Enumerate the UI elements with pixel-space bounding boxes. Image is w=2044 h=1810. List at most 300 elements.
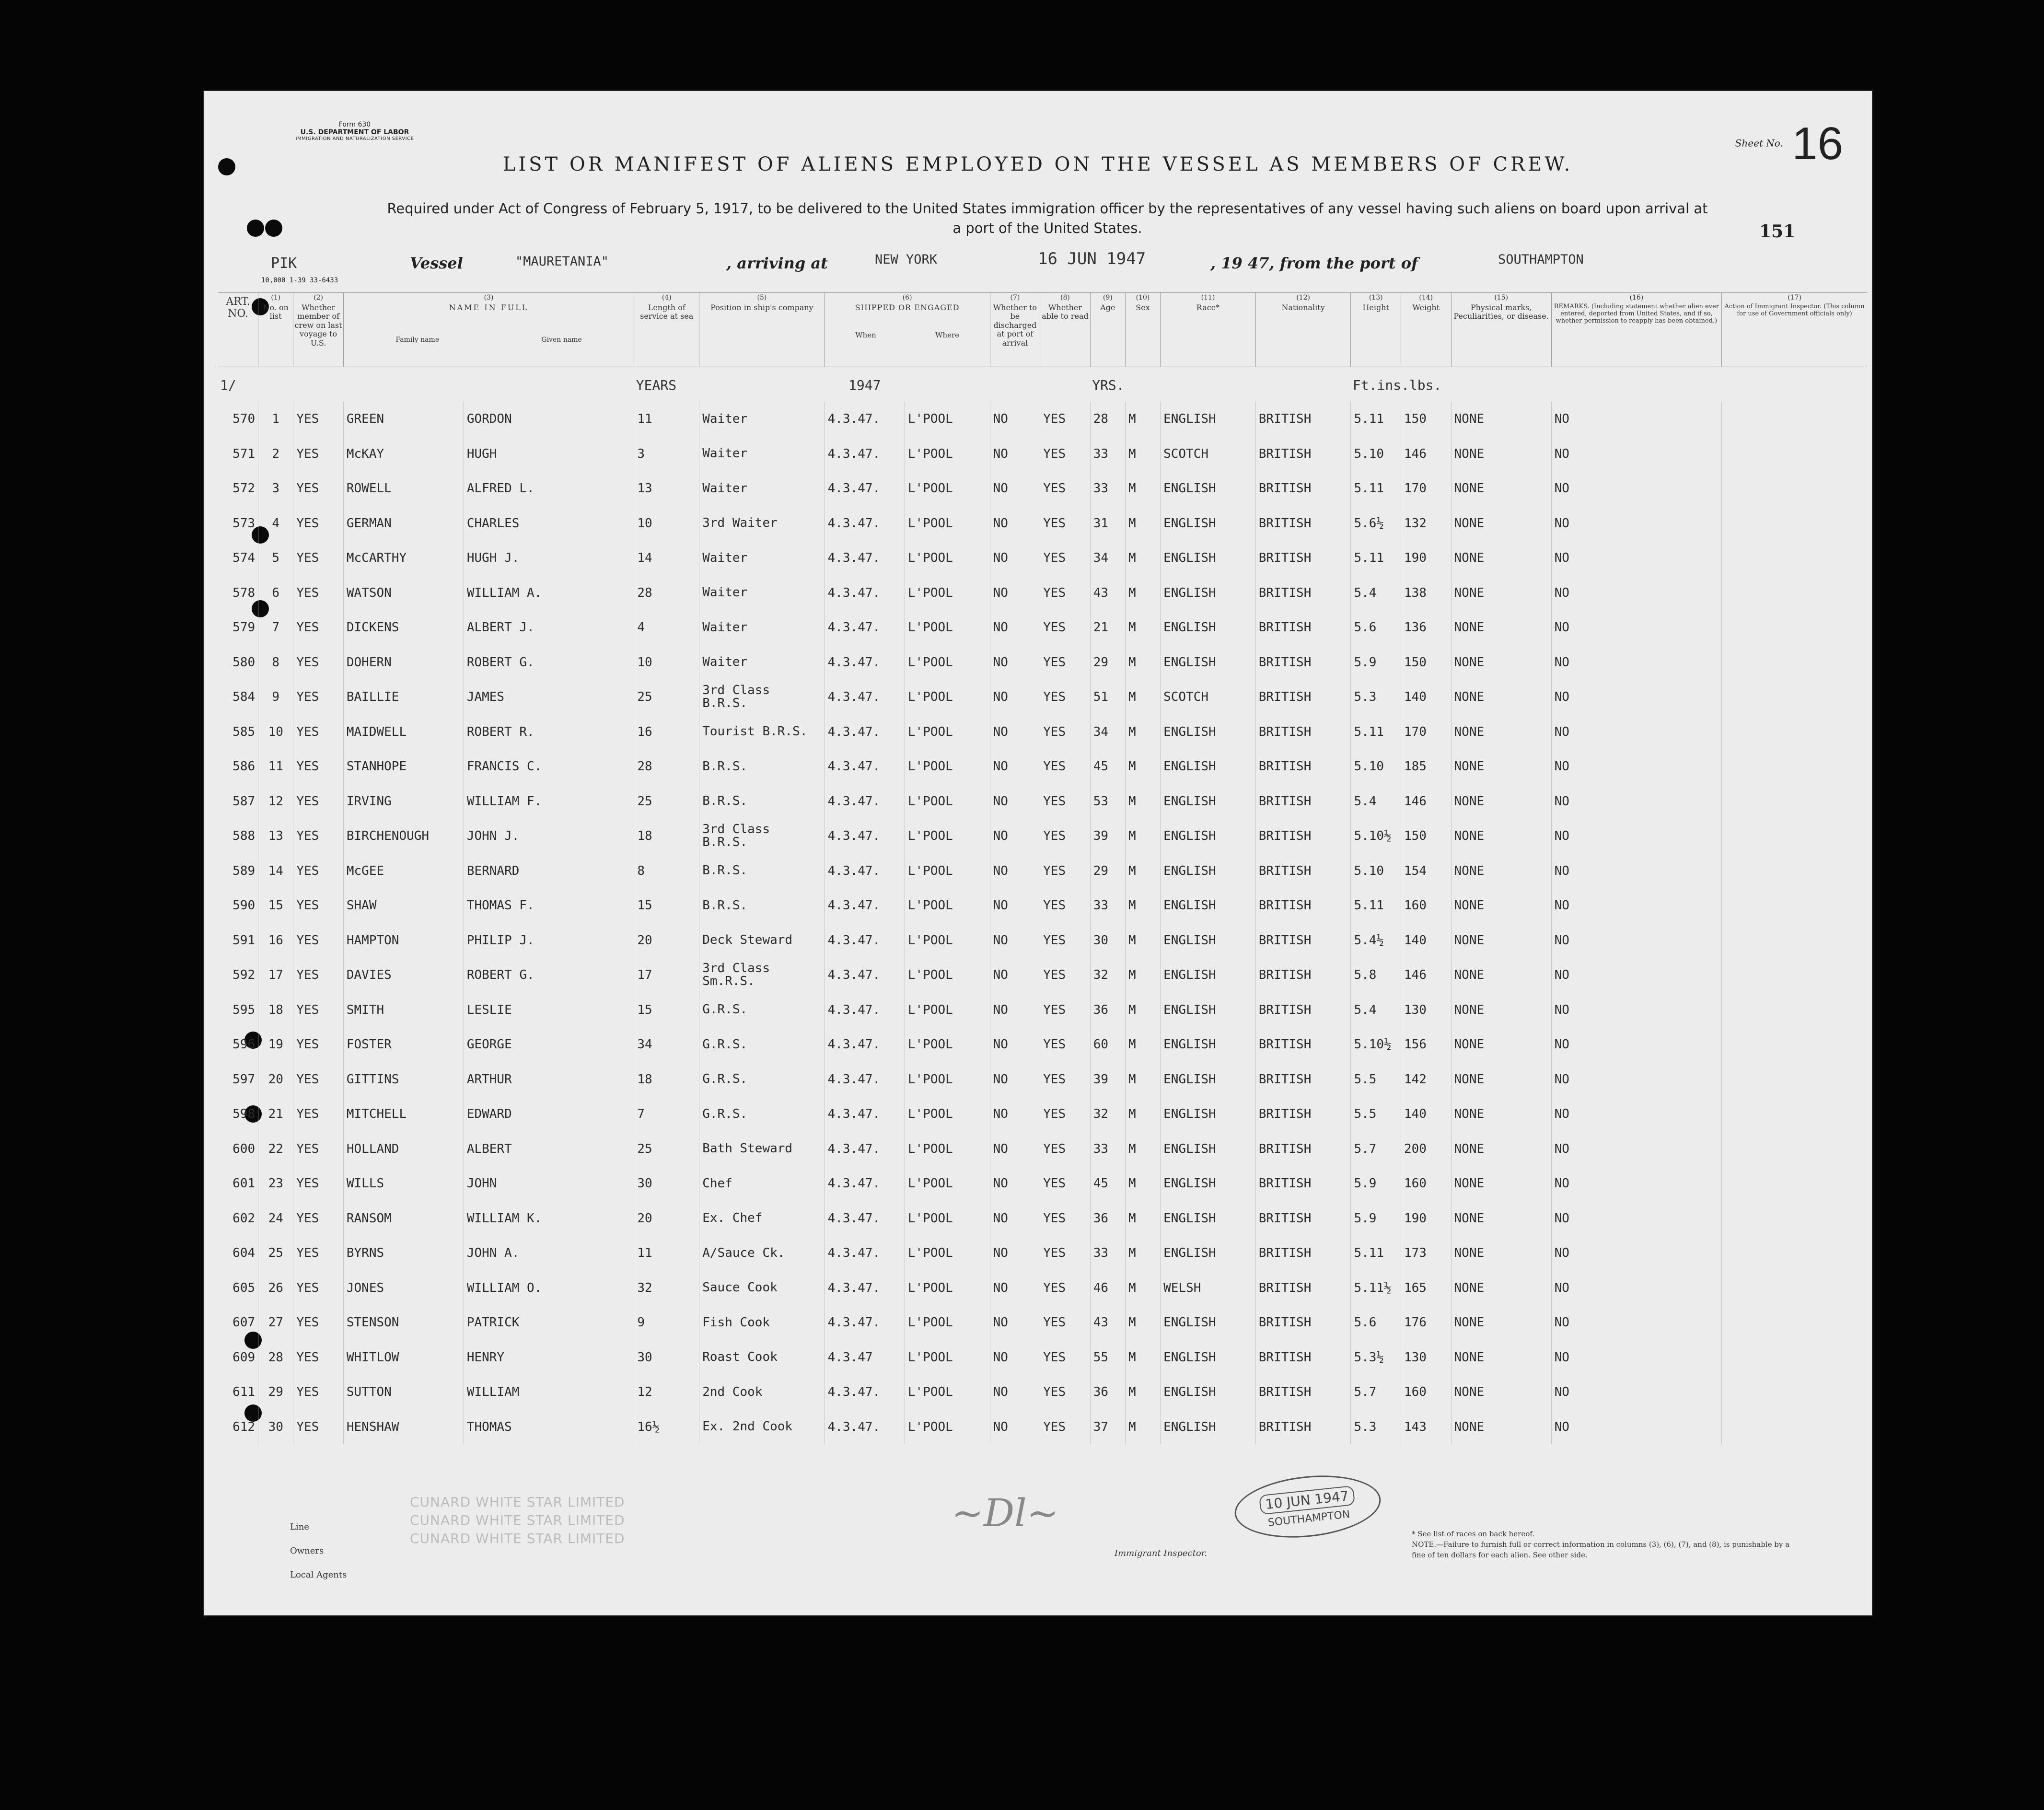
cell-given: LESLIE [464, 993, 634, 1028]
cell-height: 5.3 [1351, 680, 1401, 715]
cell-sex: M [1125, 888, 1160, 923]
cell-when: 4.3.47 [825, 1340, 905, 1375]
cell-art: 573 [232, 516, 255, 531]
cell-weight: 136 [1401, 610, 1451, 645]
cell-remarks: NO [1551, 1097, 1722, 1132]
cell-no: 13 [258, 819, 293, 854]
cell-prev: YES [293, 645, 344, 680]
cell-read: YES [1040, 1097, 1091, 1132]
cell-given: FRANCIS C. [464, 749, 634, 784]
cell-sex: M [1125, 715, 1160, 750]
cell-when: 4.3.47. [825, 1305, 905, 1340]
cell-position: G.R.S. [699, 1097, 825, 1132]
cell-remarks: NO [1551, 1236, 1722, 1271]
cell-height: 5.9 [1351, 645, 1401, 680]
cell-disch: NO [990, 749, 1040, 784]
cell-given: WILLIAM K. [464, 1201, 634, 1236]
cell-weight: 173 [1401, 1236, 1451, 1271]
cell-art: 589 [232, 863, 255, 878]
cell-nat: BRITISH [1255, 854, 1351, 889]
cell-nat: BRITISH [1255, 506, 1351, 541]
crew-table [218, 402, 1867, 1444]
cell-read: YES [1040, 1201, 1091, 1236]
cell-family: BYRNS [343, 1236, 464, 1271]
cell-service: 16½ [634, 1410, 699, 1445]
cell-read: YES [1040, 506, 1091, 541]
cell-remarks: NO [1551, 1062, 1722, 1097]
cell-art: 612 [232, 1419, 255, 1434]
cell-sex: M [1125, 1340, 1160, 1375]
cell-no: 6 [258, 576, 293, 611]
cell-given: HUGH J. [464, 541, 634, 576]
cell-given: PHILIP J. [464, 923, 634, 958]
cell-weight: 138 [1401, 576, 1451, 611]
cell-marks: NONE [1451, 645, 1551, 680]
company-line-2: CUNARD WHITE STAR LIMITED [410, 1512, 625, 1528]
cell-read: YES [1040, 1236, 1091, 1271]
cell-marks: NONE [1451, 819, 1551, 854]
cell-action [1722, 784, 1867, 819]
footer-note [1412, 1529, 1795, 1560]
cell-service: 20 [634, 1201, 699, 1236]
cell-service: 14 [634, 541, 699, 576]
cell-nat: BRITISH [1255, 1166, 1351, 1201]
cell-age: 28 [1090, 402, 1125, 437]
cell-position: Waiter [699, 402, 825, 437]
cell-sex: M [1125, 1305, 1160, 1340]
cell-art: 598 [232, 1107, 255, 1122]
cell-age: 34 [1090, 715, 1125, 750]
cell-no: 2 [258, 437, 293, 472]
table-row [218, 437, 1867, 472]
cell-position: 3rd Class B.R.S. [699, 680, 825, 715]
cell-prev: YES [293, 680, 344, 715]
cell-read: YES [1040, 1340, 1091, 1375]
cell-race: ENGLISH [1161, 993, 1256, 1028]
cell-service: 4 [634, 610, 699, 645]
cell-where: L'POOL [905, 819, 990, 854]
arrival-date: 16 JUN 1947 [1038, 249, 1146, 268]
cell-art: 601 [232, 1176, 255, 1191]
cell-read: YES [1040, 1271, 1091, 1306]
cell-weight: 146 [1401, 784, 1451, 819]
cell-art: 607 [232, 1315, 255, 1330]
cell-given: JAMES [464, 680, 634, 715]
cell-action [1722, 1375, 1867, 1410]
cell-no: 23 [258, 1166, 293, 1201]
cell-disch: NO [990, 854, 1040, 889]
cell-disch: NO [990, 541, 1040, 576]
cell-disch: NO [990, 958, 1040, 993]
cell-position: Deck Steward [699, 923, 825, 958]
cell-position: G.R.S. [699, 1062, 825, 1097]
cell-given: HUGH [464, 437, 634, 472]
cell-no: 17 [258, 958, 293, 993]
service-name: IMMIGRATION AND NATURALIZATION SERVICE [295, 136, 414, 142]
cell-nat: BRITISH [1255, 1027, 1351, 1062]
header-inspector-action: (17) Action of Immigrant Inspector. (This column for use of Government officials only) [1722, 293, 1867, 367]
cell-art: 605 [232, 1280, 255, 1295]
cell-where: L'POOL [905, 645, 990, 680]
cell-art: 609 [232, 1350, 255, 1365]
cell-read: YES [1040, 645, 1091, 680]
cell-action [1722, 715, 1867, 750]
cell-when: 4.3.47. [825, 1166, 905, 1201]
cell-height: 5.10 [1351, 854, 1401, 889]
cell-art: 600 [232, 1141, 255, 1156]
cell-nat: BRITISH [1255, 680, 1351, 715]
cell-marks: NONE [1451, 1062, 1551, 1097]
cell-age: 45 [1090, 1166, 1125, 1201]
cell-height: 5.11 [1351, 471, 1401, 506]
cell-nat: BRITISH [1255, 1201, 1351, 1236]
stamp-date: 10 JUN 1947 [1259, 1485, 1356, 1515]
cell-family: FOSTER [343, 1027, 464, 1062]
cell-position: B.R.S. [699, 888, 825, 923]
cell-family: WILLS [343, 1166, 464, 1201]
cell-family: ROWELL [343, 471, 464, 506]
cell-service: 32 [634, 1271, 699, 1306]
cell-art: 574 [232, 551, 255, 566]
cell-where: L'POOL [905, 993, 990, 1028]
cell-service: 25 [634, 680, 699, 715]
cell-sex: M [1125, 854, 1160, 889]
cell-marks: NONE [1451, 437, 1551, 472]
cell-height: 5.10½ [1351, 1027, 1401, 1062]
cell-age: 45 [1090, 749, 1125, 784]
cell-height: 5.11 [1351, 1236, 1401, 1271]
cell-given: ALBERT [464, 1132, 634, 1167]
header-no-on-list: (1) No. on list [258, 293, 293, 367]
cell-age: 46 [1090, 1271, 1125, 1306]
header-previous-voyage: (2) Whether member of crew on last voyage to U.S. [293, 293, 344, 367]
cell-remarks: NO [1551, 784, 1722, 819]
cell-service: 16 [634, 715, 699, 750]
cell-weight: 190 [1401, 1201, 1451, 1236]
cell-race: ENGLISH [1161, 888, 1256, 923]
cell-given: JOHN J. [464, 819, 634, 854]
table-row [218, 993, 1867, 1028]
footer-label-line: Line [290, 1522, 309, 1532]
cell-no: 19 [258, 1027, 293, 1062]
cell-family: McCARTHY [343, 541, 464, 576]
cell-art: 592 [232, 968, 255, 983]
header-family-name: Family name [395, 336, 440, 344]
table-row [218, 784, 1867, 819]
cell-where: L'POOL [905, 923, 990, 958]
cell-where: L'POOL [905, 1236, 990, 1271]
cell-given: WILLIAM F. [464, 784, 634, 819]
cell-given: ARTHUR [464, 1062, 634, 1097]
cell-family: STENSON [343, 1305, 464, 1340]
vessel-label: Vessel [410, 254, 463, 272]
header-where: Where [935, 331, 960, 340]
cell-marks: NONE [1451, 1271, 1551, 1306]
cell-marks: NONE [1451, 715, 1551, 750]
cell-position: Chef [699, 1166, 825, 1201]
cell-art: 579 [232, 620, 255, 635]
cell-sex: M [1125, 958, 1160, 993]
cell-position: B.R.S. [699, 784, 825, 819]
cell-age: 60 [1090, 1027, 1125, 1062]
cell-no: 12 [258, 784, 293, 819]
cell-no: 10 [258, 715, 293, 750]
cell-age: 29 [1090, 645, 1125, 680]
cell-nat: BRITISH [1255, 471, 1351, 506]
cell-race: ENGLISH [1161, 1375, 1256, 1410]
cell-age: 51 [1090, 680, 1125, 715]
inspector-label: Immigrant Inspector. [1115, 1548, 1208, 1558]
cell-disch: NO [990, 888, 1040, 923]
form-header [278, 121, 431, 142]
cell-disch: NO [990, 402, 1040, 437]
cell-remarks: NO [1551, 541, 1722, 576]
cell-position: 3rd Class Sm.R.S. [699, 958, 825, 993]
cell-marks: NONE [1451, 610, 1551, 645]
cell-sex: M [1125, 1375, 1160, 1410]
cell-race: ENGLISH [1161, 506, 1256, 541]
cell-age: 29 [1090, 854, 1125, 889]
cell-given: JOHN A. [464, 1236, 634, 1271]
cell-art: 570 [232, 412, 255, 427]
cell-disch: NO [990, 993, 1040, 1028]
cell-age: 33 [1090, 471, 1125, 506]
cell-race: ENGLISH [1161, 1097, 1256, 1132]
cell-read: YES [1040, 1305, 1091, 1340]
table-row [218, 1166, 1867, 1201]
cell-service: 13 [634, 471, 699, 506]
cell-disch: NO [990, 610, 1040, 645]
cell-when: 4.3.47. [825, 471, 905, 506]
cell-race: ENGLISH [1161, 958, 1256, 993]
cell-when: 4.3.47. [825, 1410, 905, 1445]
header-length-of-service: (4) Length of service at sea [634, 293, 699, 367]
cell-nat: BRITISH [1255, 1236, 1351, 1271]
cell-action [1722, 923, 1867, 958]
cell-no: 24 [258, 1201, 293, 1236]
header-sex: (10) Sex [1125, 293, 1160, 367]
cell-service: 9 [634, 1305, 699, 1340]
cell-prev: YES [293, 1236, 344, 1271]
header-discharged: (7) Whether to be discharged at port of arrival [990, 293, 1040, 367]
cell-read: YES [1040, 819, 1091, 854]
table-row [218, 402, 1867, 437]
cell-disch: NO [990, 1340, 1040, 1375]
cell-prev: YES [293, 923, 344, 958]
footer-note-penalty: NOTE.—Failure to furnish full or correct information in columns (3), (6), (7), and (8), is punishable by a fine of ten dollars for each alien. See other side. [1412, 1540, 1790, 1559]
cell-marks: NONE [1451, 471, 1551, 506]
cell-family: McGEE [343, 854, 464, 889]
cell-remarks: NO [1551, 402, 1722, 437]
cell-remarks: NO [1551, 645, 1722, 680]
cell-service: 34 [634, 1027, 699, 1062]
cell-read: YES [1040, 541, 1091, 576]
cell-remarks: NO [1551, 1027, 1722, 1062]
cell-family: STANHOPE [343, 749, 464, 784]
cell-read: YES [1040, 437, 1091, 472]
cell-family: MITCHELL [343, 1097, 464, 1132]
cell-nat: BRITISH [1255, 749, 1351, 784]
cell-service: 15 [634, 888, 699, 923]
units-row [218, 371, 1867, 399]
cell-nat: BRITISH [1255, 1305, 1351, 1340]
cell-action [1722, 1236, 1867, 1271]
cell-remarks: NO [1551, 437, 1722, 472]
cell-where: L'POOL [905, 541, 990, 576]
cell-disch: NO [990, 1271, 1040, 1306]
cell-height: 5.4 [1351, 576, 1401, 611]
cell-position: B.R.S. [699, 854, 825, 889]
cell-given: ROBERT G. [464, 645, 634, 680]
cell-family: SHAW [343, 888, 464, 923]
cell-position: 3rd Class B.R.S. [699, 819, 825, 854]
cell-age: 37 [1090, 1410, 1125, 1445]
header-position: (5) Position in ship's company [699, 293, 825, 367]
cell-marks: NONE [1451, 958, 1551, 993]
cell-marks: NONE [1451, 680, 1551, 715]
cell-remarks: NO [1551, 576, 1722, 611]
cell-nat: BRITISH [1255, 645, 1351, 680]
cell-prev: YES [293, 819, 344, 854]
cell-no: 27 [258, 1305, 293, 1340]
print-codes: 10,000 1-39 33-6433 [261, 277, 338, 284]
cell-where: L'POOL [905, 680, 990, 715]
cell-race: ENGLISH [1161, 715, 1256, 750]
cell-marks: NONE [1451, 1410, 1551, 1445]
cell-race: ENGLISH [1161, 749, 1256, 784]
cell-prev: YES [293, 1062, 344, 1097]
cell-no: 22 [258, 1132, 293, 1167]
cell-no: 21 [258, 1097, 293, 1132]
cell-when: 4.3.47. [825, 1271, 905, 1306]
cell-prev: YES [293, 888, 344, 923]
cell-sex: M [1125, 1201, 1160, 1236]
cell-nat: BRITISH [1255, 993, 1351, 1028]
cell-when: 4.3.47. [825, 1132, 905, 1167]
header-height: (13) Height [1351, 293, 1401, 367]
company-line-1: CUNARD WHITE STAR LIMITED [410, 1494, 625, 1510]
cell-disch: NO [990, 645, 1040, 680]
year-from-label: , 19 47, from the port of [1210, 254, 1418, 272]
cell-race: ENGLISH [1161, 1305, 1256, 1340]
cell-position: Ex. 2nd Cook [699, 1410, 825, 1445]
cell-weight: 132 [1401, 506, 1451, 541]
cell-when: 4.3.47. [825, 819, 905, 854]
cell-remarks: NO [1551, 1166, 1722, 1201]
cell-art: 585 [232, 724, 255, 739]
cell-marks: NONE [1451, 1340, 1551, 1375]
cell-marks: NONE [1451, 576, 1551, 611]
table-row [218, 888, 1867, 923]
unit-art: 1/ [220, 377, 236, 393]
cell-sex: M [1125, 1027, 1160, 1062]
cell-nat: BRITISH [1255, 958, 1351, 993]
cell-family: GREEN [343, 402, 464, 437]
cell-art: 595 [232, 1002, 255, 1017]
cell-prev: YES [293, 1132, 344, 1167]
cell-no: 28 [258, 1340, 293, 1375]
southampton-date-stamp [1231, 1469, 1383, 1544]
cell-disch: NO [990, 1375, 1040, 1410]
cell-age: 36 [1090, 993, 1125, 1028]
cell-disch: NO [990, 1097, 1040, 1132]
page-title: LIST OR MANIFEST OF ALIENS EMPLOYED ON THE VESSEL AS MEMBERS OF CREW. [502, 153, 1573, 175]
table-row [218, 1340, 1867, 1375]
cell-prev: YES [293, 437, 344, 472]
cell-read: YES [1040, 993, 1091, 1028]
cell-no: 25 [258, 1236, 293, 1271]
cell-race: ENGLISH [1161, 1166, 1256, 1201]
cell-age: 39 [1090, 819, 1125, 854]
cell-service: 30 [634, 1166, 699, 1201]
cell-when: 4.3.47. [825, 1062, 905, 1097]
header-physical-marks: (15) Physical marks, Peculiarities, or disease. [1451, 293, 1551, 367]
cell-age: 30 [1090, 923, 1125, 958]
cell-remarks: NO [1551, 819, 1722, 854]
cell-art: 578 [232, 585, 255, 600]
cell-weight: 150 [1401, 819, 1451, 854]
cell-height: 5.10 [1351, 749, 1401, 784]
cell-weight: 154 [1401, 854, 1451, 889]
cell-sex: M [1125, 1062, 1160, 1097]
cell-where: L'POOL [905, 854, 990, 889]
cell-marks: NONE [1451, 854, 1551, 889]
cell-read: YES [1040, 958, 1091, 993]
cell-action [1722, 993, 1867, 1028]
cell-when: 4.3.47. [825, 923, 905, 958]
cell-given: ROBERT G. [464, 958, 634, 993]
cell-age: 36 [1090, 1201, 1125, 1236]
cell-sex: M [1125, 471, 1160, 506]
cell-family: HENSHAW [343, 1410, 464, 1445]
cell-weight: 200 [1401, 1132, 1451, 1167]
cell-prev: YES [293, 715, 344, 750]
cell-prev: YES [293, 784, 344, 819]
unit-height-weight: Ft.ins.lbs. [1352, 377, 1442, 393]
cell-family: HOLLAND [343, 1132, 464, 1167]
cell-height: 5.6 [1351, 1305, 1401, 1340]
cell-where: L'POOL [905, 1201, 990, 1236]
cell-read: YES [1040, 610, 1091, 645]
cell-race: ENGLISH [1161, 819, 1256, 854]
sheet-number: 16 [1792, 118, 1843, 169]
cell-when: 4.3.47. [825, 610, 905, 645]
cell-remarks: NO [1551, 1410, 1722, 1445]
table-row [218, 680, 1867, 715]
cell-race: SCOTCH [1161, 680, 1256, 715]
cell-no: 8 [258, 645, 293, 680]
cell-position: Ex. Chef [699, 1201, 825, 1236]
cell-disch: NO [990, 576, 1040, 611]
cell-position: Waiter [699, 576, 825, 611]
header-remarks: (16) REMARKS. (Including statement whether alien ever entered, deported from United States, and if so, whether permission to reapply has been obtained.) [1551, 293, 1721, 367]
header-nationality: (12) Nationality [1255, 293, 1351, 367]
cell-disch: NO [990, 1132, 1040, 1167]
cell-family: IRVING [343, 784, 464, 819]
cell-prev: YES [293, 541, 344, 576]
cell-given: THOMAS [464, 1410, 634, 1445]
cell-weight: 160 [1401, 1375, 1451, 1410]
cell-where: L'POOL [905, 471, 990, 506]
cell-age: 43 [1090, 576, 1125, 611]
cell-sex: M [1125, 993, 1160, 1028]
cell-disch: NO [990, 437, 1040, 472]
cell-action [1722, 576, 1867, 611]
cell-race: ENGLISH [1161, 1410, 1256, 1445]
cell-remarks: NO [1551, 680, 1722, 715]
cell-remarks: NO [1551, 471, 1722, 506]
cell-nat: BRITISH [1255, 576, 1351, 611]
